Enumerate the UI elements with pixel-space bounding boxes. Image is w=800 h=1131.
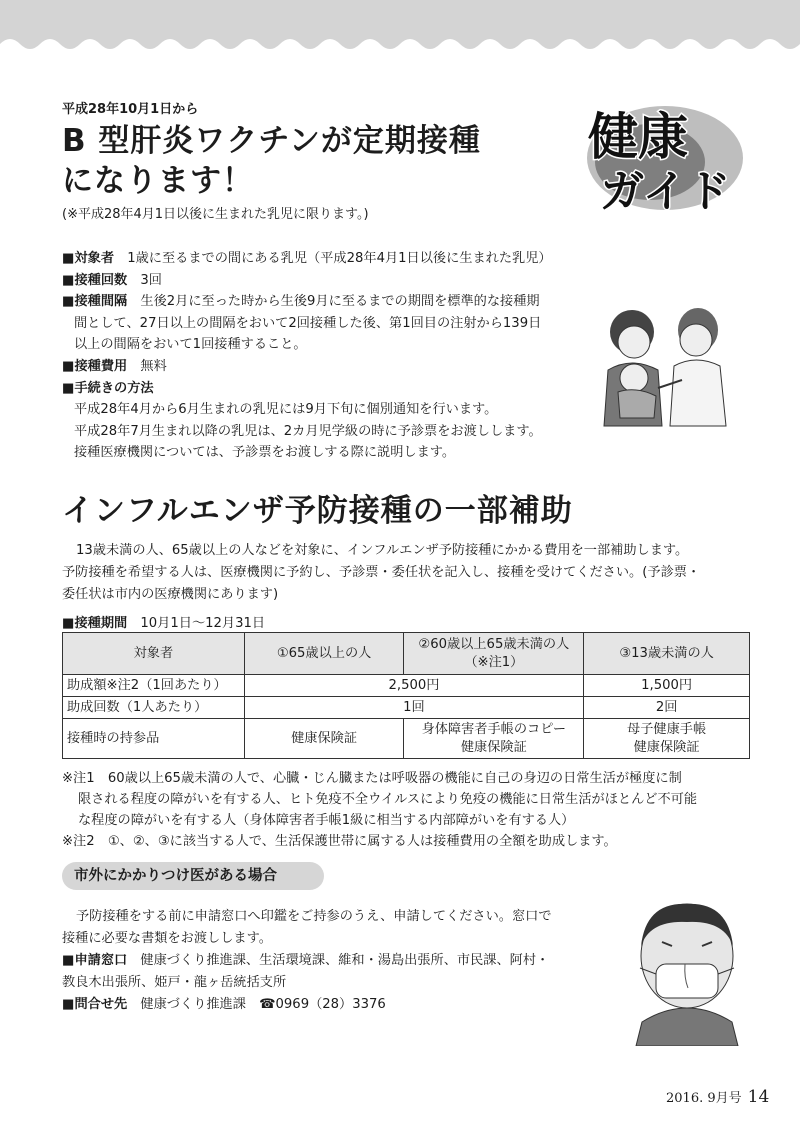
table-notes xyxy=(62,768,757,852)
eligibility-note: (※平成28年4月1日以後に生まれた乳児に限ります。) xyxy=(62,207,369,222)
table-header-cell: ②60歳以上65歳未満の人 （※注1） xyxy=(404,633,584,675)
page-footer xyxy=(666,1087,769,1107)
info-count: ■接種回数 3回 xyxy=(62,272,162,288)
table-row xyxy=(63,719,750,759)
table-cell: 1,500円 xyxy=(584,675,750,697)
info-procedure-line2: 平成28年7月生まれ以降の乳児は、2カ月児学級の時に予診票をお渡しします。 xyxy=(74,423,542,439)
scalloped-header-band xyxy=(0,0,800,62)
table-row xyxy=(63,675,750,697)
page-title-line1: B 型肝炎ワクチンが定期接種 xyxy=(62,123,481,159)
table-cell: 助成回数（1人あたり） xyxy=(63,697,245,719)
table-cell: 助成額※注2（1回あたり） xyxy=(63,675,245,697)
table-cell: 2,500円 xyxy=(244,675,583,697)
vaccine-info xyxy=(62,248,602,464)
table-header-cell: ③13歳未満の人 xyxy=(584,633,750,675)
table-cell: 1回 xyxy=(244,697,583,719)
contact: ■問合せ先 健康づくり推進課 ☎0969（28）3376 xyxy=(62,997,386,1012)
page-number: 14 xyxy=(747,1087,770,1107)
table-cell: 健康保険証 xyxy=(244,719,404,759)
table-cell: 母子健康手帳 健康保険証 xyxy=(584,719,750,759)
note-1-line3: な程度の障がいを有する人（身体障害者手帳1級に相当する内部障がいを有する人） xyxy=(78,813,575,828)
note-1-line2: 限される程度の障がいを有する人、ヒト免疫不全ウイルスにより免疫の機能に日常生活がほとんど不可能 xyxy=(78,792,698,807)
application-window: ■申請窓口 健康づくり推進課、生活環境課、維和・湯島出張所、市民課、阿村・ xyxy=(62,953,550,968)
vaccination-illustration xyxy=(600,300,740,430)
note-2: ※注2 ①、②、③に該当する人で、生活保護世帯に属する人は接種費用の全額を助成します。 xyxy=(62,834,617,849)
table-cell: 接種時の持参品 xyxy=(63,719,245,759)
info-procedure: ■手続きの方法 xyxy=(62,380,154,396)
info-target: ■対象者 1歳に至るまでの間にある乳児（平成28年4月1日以後に生まれた乳児） xyxy=(62,251,552,266)
info-cost: ■接種費用 無料 xyxy=(62,358,167,374)
table-header-cell: ①65歳以上の人 xyxy=(244,633,404,675)
page-title-line2: になります！ xyxy=(62,163,254,199)
info-interval-line3: 以上の間隔をおいて1回接種すること。 xyxy=(74,337,307,353)
table-row xyxy=(63,697,750,719)
outside-doctor-section: 予防接種をする前に申請窓口へ印鑑をご持参のうえ、申請してください。窓口で 接種に必要な書類をお渡しします。 ■申請窓口 健康づくり推進課、生活環境課、維和・湯島出張所、市民課、阿村・ 教良木出張所、姫戸・龍ヶ岳統括支所 ■問合せ先 健康づくり推進課 ☎0969（28）3376 xyxy=(62,906,622,1016)
vaccination-period: ■接種期間 10月1日〜12月31日 xyxy=(62,616,266,631)
info-interval-line2: 間として、27日以上の間隔をおいて2回接種した後、第1回目の注射から139日 xyxy=(74,315,542,331)
note-1: ※注1 60歳以上65歳未満の人で、心臓・じん臓または呼吸器の機能に自己の身辺の日常生活が極度に制 xyxy=(62,771,682,786)
table-cell: 身体障害者手帳のコピー 健康保険証 xyxy=(404,719,584,759)
outside-doctor-heading: 市外にかかりつけ医がある場合 xyxy=(62,862,324,890)
subsidy-table xyxy=(62,632,750,759)
issue-label: 2016. 9月号 xyxy=(666,1091,742,1106)
table-header-row xyxy=(63,633,750,675)
info-interval: ■接種間隔 生後2月に至った時から生後9月に至るまでの期間を標準的な接種期 xyxy=(62,294,540,310)
table-cell: 2回 xyxy=(584,697,750,719)
kenko-guide-logo xyxy=(580,92,750,216)
application-window-line2: 教良木出張所、姫戸・龍ヶ岳統括支所 xyxy=(62,975,287,990)
svg-text:ガイド: ガイド xyxy=(600,166,731,216)
info-procedure-line3: 接種医療機関については、予診票をお渡しする際に説明します。 xyxy=(74,445,456,461)
table-header-cell: 対象者 xyxy=(63,633,245,675)
masked-person-illustration xyxy=(628,898,746,1046)
info-procedure-line1: 平成28年4月から6月生まれの乳児には9月下旬に個別通知を行います。 xyxy=(74,402,498,418)
flu-paragraph: 13歳未満の人、65歳以上の人などを対象に、インフルエンザ予防接種にかかる費用を一部補助します。 予防接種を希望する人は、医療機関に予約し、予診票・委任状を記入し、接種を受けてください。(予診票・ 委任状は市内の医療機関にあります) xyxy=(62,543,701,602)
pre-title: 平成28年10月1日から xyxy=(62,102,199,117)
flu-title: インフルエンザ予防接種の一部補助 xyxy=(62,493,573,529)
svg-text:健康: 健康 xyxy=(588,108,688,166)
